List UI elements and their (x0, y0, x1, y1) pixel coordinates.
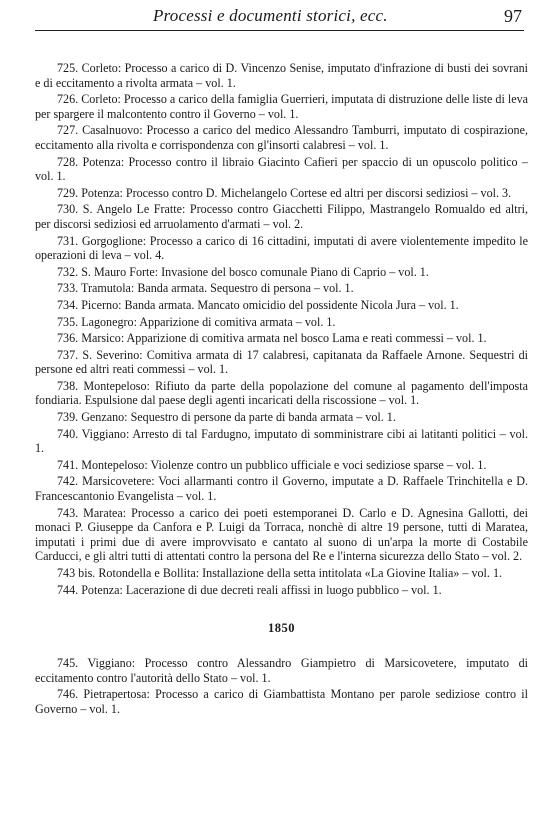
archive-entry (35, 379, 528, 408)
entry-text: Picerno: Banda armata. Mancato omicidio del possidente Nicola Jura – vol. 1. (81, 297, 459, 312)
entry-text: Rotondella e Bollita: Installazione della setta intitolata «La Giovine Italia» – vol. 1. (98, 566, 503, 580)
archive-entry (35, 687, 528, 716)
entry-number: 745. (57, 656, 79, 671)
entry-list-1850 (35, 656, 528, 716)
archive-entry (35, 265, 528, 280)
entry-number: 734. (57, 297, 79, 312)
entry-text: Corleto: Processo a carico della famiglia Guerrieri, imputata di distruzione delle liste di leva per spargere il malcontento contro il Governo – vol. 1. (35, 92, 528, 121)
entry-text: Montepeloso: Rifiuto da parte della popolazione del comune al pagamento dell'imposta fondiaria. Espulsione dal paese degli agenti incaricati della riscossione – vol. 1. (35, 378, 528, 408)
archive-entry (35, 427, 528, 456)
entry-text: Maratea: Processo a carico dei poeti estemporanei D. Carlo e D. Agnesina Gallotti, dei monaci P. Giuseppe da Canfora e P. Luigi da Torraca, nonchè di altre 19 persone, tutti di Maratea, imputati i primi due di avere improvvisato e cantato al suono di un'arpa la morte di Costabile Carducci, e gli altri tutti di attentati contro la persona del Re e l'interna sicurezza dello Stato – vol. 2. (35, 505, 528, 564)
entry-text: Casalnuovo: Processo a carico del medico Alessandro Tamburri, imputato di cospirazione, eccitamento alla rivolta e corrispondenza con gl'insorti calabresi – vol. 1. (35, 123, 528, 152)
entry-text: Tramutola: Banda armata. Sequestro di persona – vol. 1. (80, 281, 354, 296)
archive-entry (35, 348, 528, 377)
entry-number: 733. (57, 281, 79, 296)
entry-text: Potenza: Lacerazione di due decreti reali affissi in luogo pubblico – vol. 1. (81, 582, 442, 597)
entry-text: Viggiano: Arresto di tal Fardugno, imputato di somministrare cibi ai latitanti politici – vol. 1. (35, 426, 528, 456)
entry-number: 738. (57, 378, 79, 393)
archive-entry (35, 331, 528, 346)
entry-number: 729. (57, 185, 79, 200)
archive-entry (35, 61, 528, 90)
archive-entry (35, 506, 528, 564)
entry-text: S. Mauro Forte: Invasione del bosco comunale Piano di Caprio – vol. 1. (81, 264, 429, 279)
entry-number: 742. (57, 474, 79, 489)
entry-number: 746. (57, 687, 79, 702)
entry-number: 743 bis. (57, 566, 96, 580)
entry-number: 730. (57, 202, 79, 217)
archive-entry (35, 656, 528, 685)
archive-entry (35, 186, 528, 201)
entry-number: 728. (57, 154, 79, 169)
year-heading: 1850 (268, 621, 295, 636)
entry-text: Marsicovetere: Voci allarmanti contro il Governo, imputate a D. Raffaele Trinchitella e D. Francescantonio Evangelista – vol. 1. (35, 474, 528, 504)
entry-number: 737. (57, 347, 79, 362)
archive-entry (35, 92, 528, 121)
entry-text: Gorgoglione: Processo a carico di 16 cittadini, imputati di avere violentemente impedito le operazioni di leva – vol. 4. (35, 233, 528, 263)
entry-text: S. Angelo Le Fratte: Processo contro Giacchetti Filippo, Mastrangelo Romualdo ed altri, per discorsi sediziosi ed arruolamento d'armati – vol. 2. (35, 202, 528, 231)
entry-text: S. Severino: Comitiva armata di 17 calabresi, capitanata da Raffaele Arnone. Sequestri di persone ed altri reati commessi – vol. 1. (35, 347, 528, 377)
archive-entry (35, 123, 528, 152)
entry-text: Genzano: Sequestro di persone da parte di banda armata – vol. 1. (81, 410, 396, 425)
archive-entry (35, 281, 528, 296)
entry-number: 744. (57, 582, 79, 597)
entry-number: 725. (57, 61, 79, 75)
running-title: Processi e documenti storici, ecc. (153, 6, 388, 25)
page-number: 97 (504, 6, 522, 26)
entry-text: Corleto: Processo a carico di D. Vincenzo Senise, imputato d'infrazione di busti dei sovrani e di eccitamento a rivolta armata – vol. 1. (35, 61, 528, 90)
archive-entry (35, 566, 528, 581)
entry-text: Lagonegro: Apparizione di comitiva armata – vol. 1. (81, 314, 336, 329)
archive-entry (35, 458, 528, 473)
entry-number: 740. (57, 426, 79, 441)
entry-text: Potenza: Processo contro il libraio Giacinto Cafieri per spaccio di un opuscolo politico – vol. 1. (35, 154, 529, 184)
archive-entry (35, 202, 528, 231)
entry-number: 743. (57, 505, 79, 520)
entry-text: Potenza: Processo contro D. Michelangelo Cortese ed altri per discorsi sediziosi – vol. 3. (81, 185, 512, 200)
entry-number: 731. (57, 233, 79, 248)
archive-entry (35, 155, 528, 184)
page-header (35, 0, 524, 31)
archive-entry (35, 474, 528, 503)
archive-entry (35, 315, 528, 330)
entry-text: Marsico: Apparizione di comitiva armata nel bosco Lama e reati commessi – vol. 1. (81, 331, 487, 346)
entry-number: 736. (57, 331, 79, 346)
entry-text: Pietrapertosa: Processo a carico di Giambattista Montano per parole sediziose contro il Governo – vol. 1. (35, 687, 528, 716)
archive-entry (35, 583, 528, 598)
archive-entry (35, 410, 528, 425)
entry-number: 741. (57, 457, 79, 472)
entry-number: 732. (57, 264, 79, 279)
entry-text: Montepeloso: Violenze contro un pubblico ufficiale e voci sediziose sparse – vol. 1. (81, 457, 487, 472)
entry-number: 739. (57, 410, 79, 425)
entry-number: 727. (57, 123, 79, 138)
archive-entry (35, 298, 528, 313)
entry-number: 735. (57, 314, 79, 329)
archive-entry (35, 234, 528, 263)
entry-list (35, 61, 528, 597)
entry-text: Viggiano: Processo contro Alessandro Giampietro di Marsicovetere, imputato di eccitamento contro l'autorità dello Stato – vol. 1. (35, 656, 528, 685)
entry-number: 726. (57, 92, 79, 107)
